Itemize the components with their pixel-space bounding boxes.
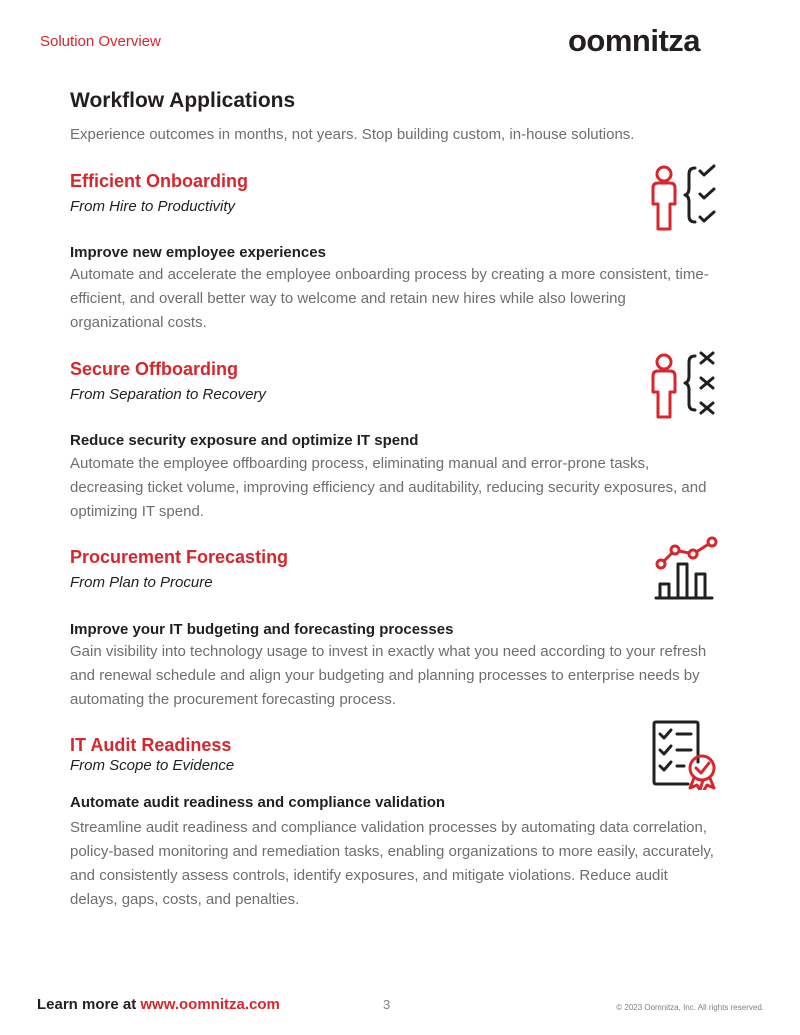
section-body-forecasting: Gain visibility into technology usage to invest in exactly what you need according to your refresh and renewal schedule and align your budgeting and planning processes to enterprise needs by automating the procurement forecasting process. [70, 643, 707, 708]
person-checklist-icon [645, 162, 725, 234]
section-title-offboarding: Secure Offboarding [70, 359, 239, 379]
section-subtitle-onboarding: From Hire to Productivity [70, 198, 236, 215]
oomnitza-logo [568, 26, 720, 58]
intro-text: Experience outcomes in months, not years. Stop building custom, in-house solutions. [70, 126, 635, 143]
section-heading-audit: Automate audit readiness and compliance validation [70, 794, 446, 811]
section-body-offboarding: Automate the employee offboarding process, eliminating manual and error-prone tasks, decreasing ticket volume, improving efficiency and auditability, reducing security exposures, and optimizing IT spend. [70, 455, 707, 520]
section-heading-offboarding: Reduce security exposure and optimize IT spend [70, 432, 419, 449]
page-number: 3 [383, 997, 391, 1012]
section-subtitle-audit: From Scope to Evidence [70, 757, 235, 774]
section-heading-forecasting: Improve your IT budgeting and forecasting processes [70, 621, 454, 638]
section-body-onboarding: Automate and accelerate the employee onboarding process by creating a more consistent, time-efficient, and overall better way to welcome and retain new hires while also lowering organizational costs. [70, 266, 709, 331]
eyebrow-label: Solution Overview [40, 33, 161, 50]
copyright-text: © 2023 Oomnitza, Inc. All rights reserved. [616, 1003, 764, 1012]
checklist-award-icon [648, 718, 728, 790]
section-heading-onboarding: Improve new employee experiences [70, 244, 326, 261]
section-title-audit: IT Audit Readiness [70, 735, 232, 755]
section-title-onboarding: Efficient Onboarding [70, 171, 248, 191]
person-crosses-icon [645, 350, 725, 422]
page-title: Workflow Applications [70, 89, 296, 112]
footer-learn-label: Learn more at [37, 996, 137, 1013]
logo-text: oomnitza [568, 26, 701, 58]
section-subtitle-forecasting: From Plan to Procure [70, 574, 213, 591]
bar-chart-trend-icon [648, 534, 728, 606]
footer-learn-more [37, 996, 280, 1013]
section-body-audit: Streamline audit readiness and compliance validation processes by automating data correlation, policy-based monitoring and remediation tasks, enabling organizations to more easily, accurately, and consistently assess controls, identify exposures, and mitigate violations. Reduce audit delays, gaps, costs, and penalties. [70, 819, 714, 908]
section-subtitle-offboarding: From Separation to Recovery [70, 386, 266, 403]
footer-website-link[interactable]: www.oomnitza.com [140, 996, 280, 1013]
section-title-forecasting: Procurement Forecasting [70, 547, 289, 567]
